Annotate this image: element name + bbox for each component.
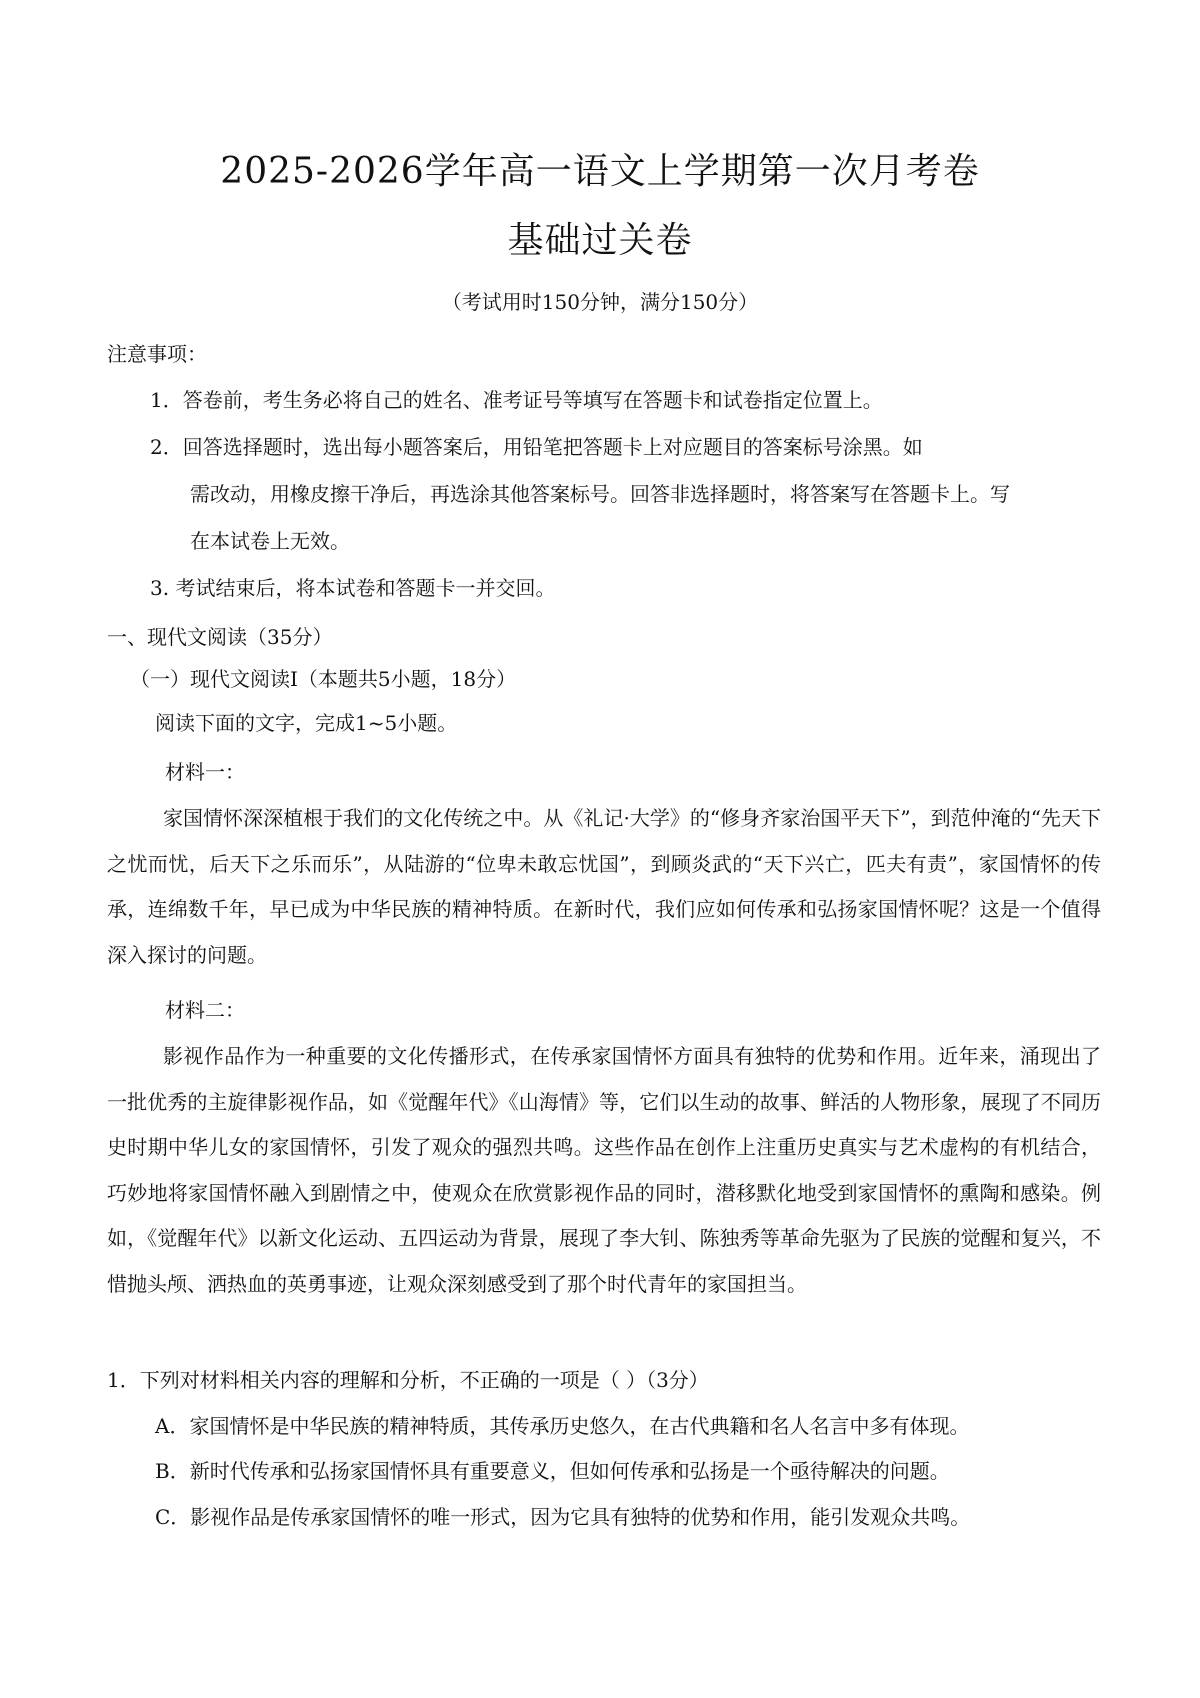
material-2-text: 影视作品作为一种重要的文化传播形式，在传承家国情怀方面具有独特的优势和作用。近年来，涌现出了一批优秀的主旋律影视作品，如《觉醒年代》《山海情》等，它们以生动的故事、鲜活的人物形象，展现了不同历史时期中华儿女的家国情怀，引发了观众的强烈共鸣。这些作品在创作上注重历史真实与艺术虚构的有机结合，巧妙地将家国情怀融入到剧情之中，使观众在欣赏影视作品的同时，潜移默化地受到家国情怀的熏陶和感染。例如，《觉醒年代》以新文化运动、五四运动为背景，展现了李大钊、陈独秀等革命先驱为了民族的觉醒和复兴，不惜抛头颅、洒热血的英勇事迹，让观众深刻感受到了那个时代青年的家国担当。 [107, 1044, 1101, 1296]
note-item-1: 1．答卷前，考生务必将自己的姓名、准考证号等填写在答题卡和试卷指定位置上。 [150, 388, 883, 412]
part-heading: （一）现代文阅读Ⅰ（本题共5小题，18分） [130, 667, 517, 691]
question-1-option-b: B．新时代传承和弘扬家国情怀具有重要意义，但如何传承和弘扬是一个亟待解决的问题。 [155, 1459, 950, 1483]
note-item-2-end: 在本试卷上无效。 [190, 529, 350, 553]
note-item-2-cont: 需改动，用橡皮擦干净后，再选涂其他答案标号。回答非选择题时，将答案写在答题卡上。写 [190, 482, 1010, 506]
note-item-2: 2．回答选择题时，选出每小题答案后，用铅笔把答题卡上对应题目的答案标号涂黑。如 [150, 435, 923, 459]
note-item-3: 3. 考试结束后，将本试卷和答题卡一并交回。 [150, 576, 556, 600]
question-1-stem: 1．下列对材料相关内容的理解和分析，不正确的一项是（ ）（3分） [107, 1368, 709, 1392]
exam-title: 2025-2026学年高一语文上学期第一次月考卷 [220, 151, 980, 192]
material-2-label: 材料二： [165, 998, 245, 1022]
notes-heading: 注意事项： [107, 342, 207, 366]
exam-subtitle: 基础过关卷 [507, 220, 693, 261]
material-1-label: 材料一： [165, 760, 245, 784]
question-1-option-c: C．影视作品是传承家国情怀的唯一形式，因为它具有独特的优势和作用，能引发观众共鸣。 [155, 1505, 971, 1529]
section-heading: 一、现代文阅读（35分） [107, 625, 333, 649]
exam-info: （考试用时150分钟，满分150分） [441, 290, 759, 314]
reading-instruction: 阅读下面的文字，完成1~5小题。 [155, 711, 458, 735]
question-1-option-a: A．家国情怀是中华民族的精神特质，其传承历史悠久，在古代典籍和名人名言中多有体现。 [155, 1414, 970, 1438]
material-1-text: 家国情怀深深植根于我们的文化传统之中。从《礼记·大学》的“修身齐家治国平天下”，到范仲淹的“先天下之忧而忧，后天下之乐而乐”，从陆游的“位卑未敢忘忧国”，到顾炎武的“天下兴亡，匹夫有责”，家国情怀的传承，连绵数千年，早已成为中华民族的精神特质。在新时代，我们应如何传承和弘扬家国情怀呢？这是一个值得深入探讨的问题。 [107, 806, 1101, 967]
